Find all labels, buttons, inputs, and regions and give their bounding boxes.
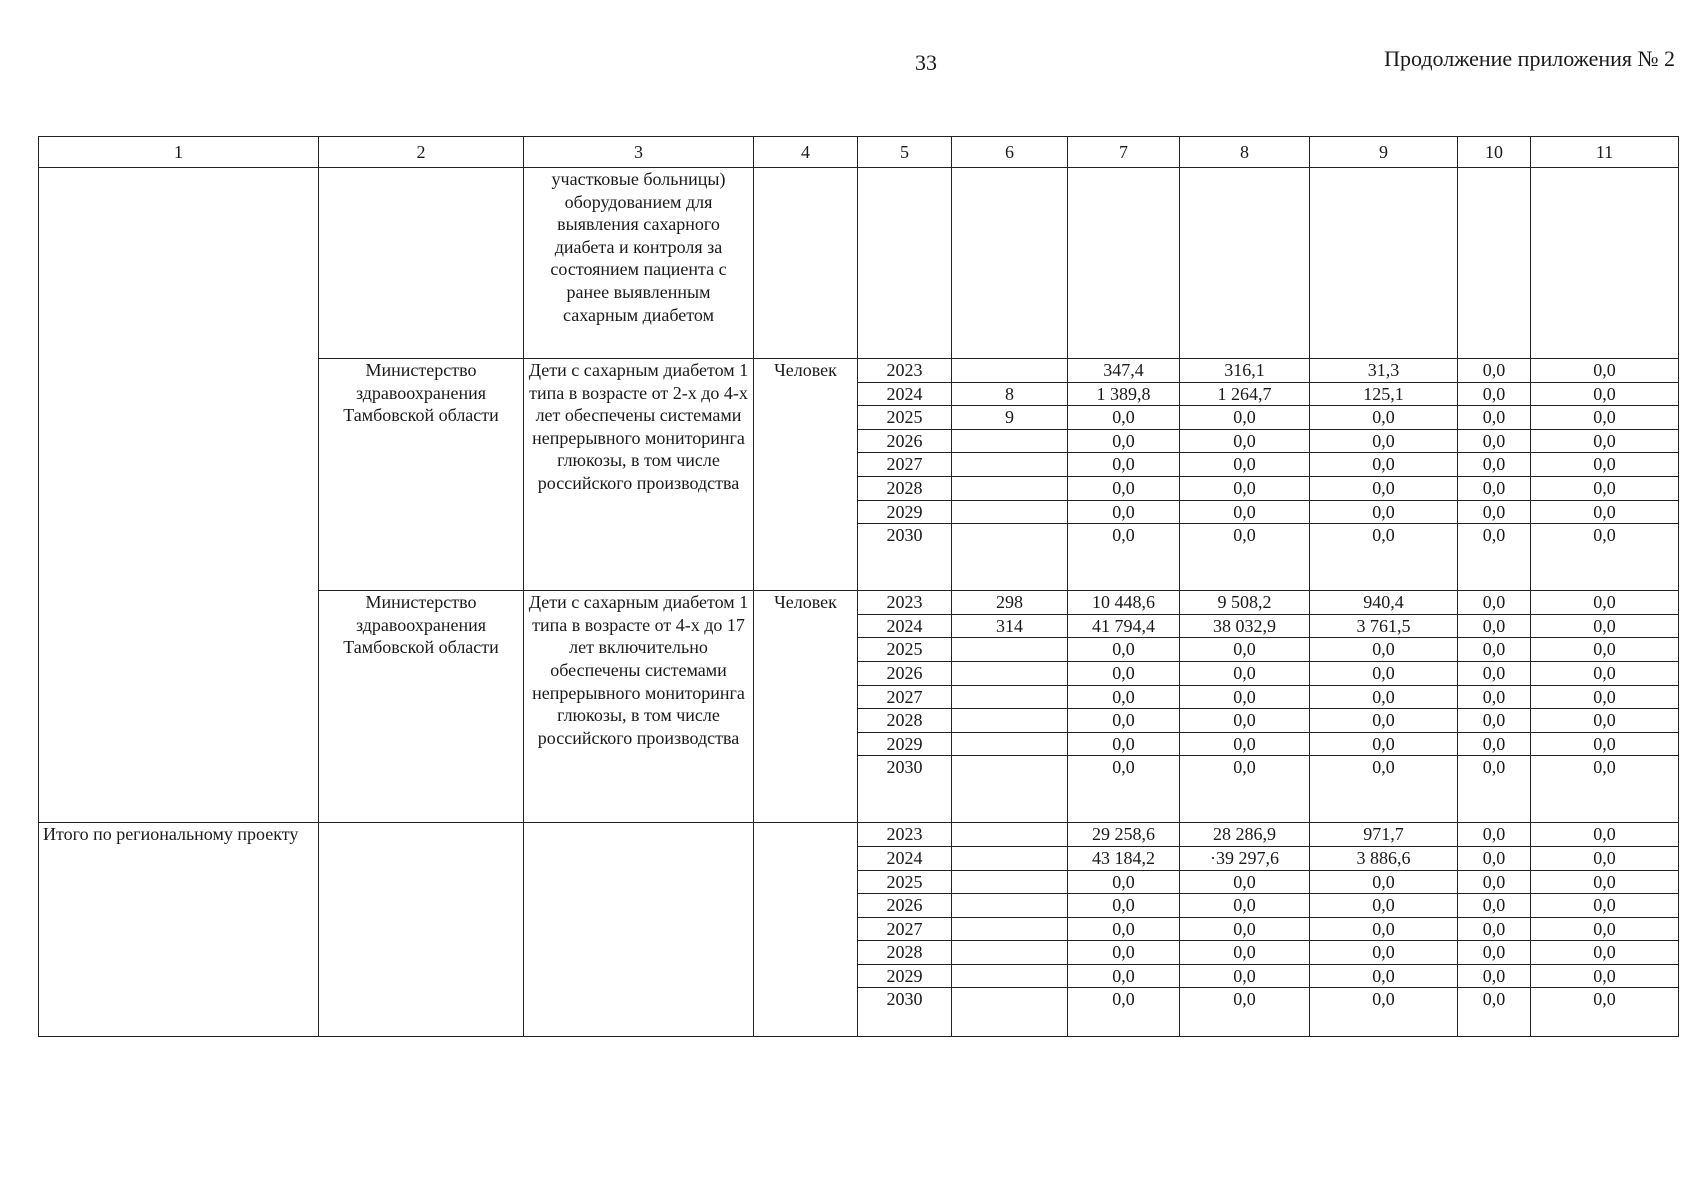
year-cell: 2025 — [858, 870, 952, 894]
value-c11: 0,0 — [1531, 453, 1679, 477]
column-header-3: 3 — [524, 137, 754, 168]
value-c8: 0,0 — [1180, 429, 1310, 453]
value-c8: 0,0 — [1180, 661, 1310, 685]
value-c6 — [952, 732, 1068, 756]
value-c8: 0,0 — [1180, 524, 1310, 591]
value-c6 — [952, 823, 1068, 847]
value-c11: 0,0 — [1531, 709, 1679, 733]
value-c10: 0,0 — [1458, 846, 1531, 870]
appendix-title: Продолжение приложения № 2 — [1384, 46, 1675, 71]
value-c11: 0,0 — [1531, 917, 1679, 941]
value-c10: 0,0 — [1458, 406, 1531, 430]
value-c8: 0,0 — [1180, 917, 1310, 941]
value-c6 — [952, 638, 1068, 662]
value-c11: 0,0 — [1531, 524, 1679, 591]
value-c9: 0,0 — [1310, 732, 1458, 756]
value-c11: 0,0 — [1531, 870, 1679, 894]
value-c7: 1 389,8 — [1068, 382, 1180, 406]
value-c6 — [952, 988, 1068, 1037]
value-c6 — [952, 941, 1068, 965]
value-c9: 0,0 — [1310, 964, 1458, 988]
value-c9: 0,0 — [1310, 453, 1458, 477]
total-label: Итого по региональному проекту — [39, 823, 319, 1037]
value-c8: 0,0 — [1180, 476, 1310, 500]
year-cell: 2025 — [858, 406, 952, 430]
value-c8: 0,0 — [1180, 964, 1310, 988]
value-c9: 0,0 — [1310, 870, 1458, 894]
total-empty-3 — [524, 823, 754, 1037]
empty-cell — [1068, 168, 1180, 359]
year-cell: 2023 — [858, 823, 952, 847]
value-c6 — [952, 756, 1068, 823]
result-description: Дети с сахарным диабетом 1 типа в возрасте от 2-х до 4-х лет обеспечены системами непрерывного мониторинга глюкозы, в том числе российского производства — [524, 359, 754, 591]
year-cell: 2030 — [858, 988, 952, 1037]
value-c7: 0,0 — [1068, 894, 1180, 918]
empty-cell — [1180, 168, 1310, 359]
value-c11: 0,0 — [1531, 732, 1679, 756]
responsible-organization: Министерство здравоохранения Тамбовской области — [319, 359, 524, 591]
value-c11: 0,0 — [1531, 359, 1679, 383]
value-c10: 0,0 — [1458, 453, 1531, 477]
value-c11: 0,0 — [1531, 894, 1679, 918]
value-c8: 0,0 — [1180, 638, 1310, 662]
value-c11: 0,0 — [1531, 591, 1679, 615]
value-c11: 0,0 — [1531, 756, 1679, 823]
value-c7: 0,0 — [1068, 732, 1180, 756]
value-c6 — [952, 846, 1068, 870]
value-c10: 0,0 — [1458, 591, 1531, 615]
value-c7: 10 448,6 — [1068, 591, 1180, 615]
year-cell: 2024 — [858, 614, 952, 638]
value-c8: 0,0 — [1180, 406, 1310, 430]
value-c8: 1 264,7 — [1180, 382, 1310, 406]
value-c10: 0,0 — [1458, 614, 1531, 638]
value-c10: 0,0 — [1458, 685, 1531, 709]
year-cell: 2024 — [858, 382, 952, 406]
value-c11: 0,0 — [1531, 964, 1679, 988]
value-c10: 0,0 — [1458, 941, 1531, 965]
value-c9: 0,0 — [1310, 661, 1458, 685]
year-cell: 2027 — [858, 453, 952, 477]
value-c6 — [952, 359, 1068, 383]
value-c9: 125,1 — [1310, 382, 1458, 406]
value-c8: 0,0 — [1180, 870, 1310, 894]
value-c8: 9 508,2 — [1180, 591, 1310, 615]
value-c9: 0,0 — [1310, 500, 1458, 524]
year-cell: 2023 — [858, 359, 952, 383]
value-c10: 0,0 — [1458, 661, 1531, 685]
value-c9: 0,0 — [1310, 894, 1458, 918]
value-c7: 0,0 — [1068, 453, 1180, 477]
value-c10: 0,0 — [1458, 988, 1531, 1037]
value-c9: 0,0 — [1310, 429, 1458, 453]
value-c7: 0,0 — [1068, 756, 1180, 823]
total-empty-2 — [319, 823, 524, 1037]
value-c8: 0,0 — [1180, 732, 1310, 756]
value-c8: 0,0 — [1180, 500, 1310, 524]
empty-cell — [1531, 168, 1679, 359]
value-c6 — [952, 476, 1068, 500]
table-header — [39, 137, 1679, 168]
value-c9: 0,0 — [1310, 524, 1458, 591]
value-c10: 0,0 — [1458, 870, 1531, 894]
value-c6: 314 — [952, 614, 1068, 638]
year-cell: 2029 — [858, 732, 952, 756]
value-c7: 0,0 — [1068, 709, 1180, 733]
year-cell: 2027 — [858, 685, 952, 709]
value-c9: 940,4 — [1310, 591, 1458, 615]
value-c7: 0,0 — [1068, 638, 1180, 662]
budget-table — [38, 136, 1679, 1037]
column-header-6: 6 — [952, 137, 1068, 168]
column-header-10: 10 — [1458, 137, 1531, 168]
value-c6 — [952, 917, 1068, 941]
value-c6 — [952, 870, 1068, 894]
value-c11: 0,0 — [1531, 614, 1679, 638]
value-c11: 0,0 — [1531, 685, 1679, 709]
value-c11: 0,0 — [1531, 846, 1679, 870]
year-cell: 2024 — [858, 846, 952, 870]
value-c8: 28 286,9 — [1180, 823, 1310, 847]
value-c8: 38 032,9 — [1180, 614, 1310, 638]
value-c9: 0,0 — [1310, 709, 1458, 733]
column-header-8: 8 — [1180, 137, 1310, 168]
column-header-9: 9 — [1310, 137, 1458, 168]
value-c7: 0,0 — [1068, 685, 1180, 709]
value-c11: 0,0 — [1531, 941, 1679, 965]
value-c6 — [952, 500, 1068, 524]
value-c10: 0,0 — [1458, 476, 1531, 500]
year-cell: 2030 — [858, 756, 952, 823]
column-header-2: 2 — [319, 137, 524, 168]
value-c9: 0,0 — [1310, 756, 1458, 823]
value-c10: 0,0 — [1458, 638, 1531, 662]
unit-of-measure: Человек — [754, 359, 858, 591]
year-cell: 2029 — [858, 964, 952, 988]
value-c6 — [952, 453, 1068, 477]
value-c9: 31,3 — [1310, 359, 1458, 383]
unit-of-measure: Человек — [754, 591, 858, 823]
value-c7: 0,0 — [1068, 964, 1180, 988]
value-c10: 0,0 — [1458, 823, 1531, 847]
value-c11: 0,0 — [1531, 638, 1679, 662]
value-c6 — [952, 894, 1068, 918]
column-header-7: 7 — [1068, 137, 1180, 168]
empty-cell — [952, 168, 1068, 359]
value-c7: 0,0 — [1068, 941, 1180, 965]
value-c8: 0,0 — [1180, 988, 1310, 1037]
empty-cell — [858, 168, 952, 359]
year-cell: 2030 — [858, 524, 952, 591]
value-c11: 0,0 — [1531, 382, 1679, 406]
value-c11: 0,0 — [1531, 500, 1679, 524]
value-c6 — [952, 964, 1068, 988]
year-cell: 2028 — [858, 709, 952, 733]
value-c9: 0,0 — [1310, 476, 1458, 500]
empty-cell — [1458, 168, 1531, 359]
value-c10: 0,0 — [1458, 500, 1531, 524]
value-c6 — [952, 524, 1068, 591]
empty-cell — [754, 168, 858, 359]
value-c9: 0,0 — [1310, 941, 1458, 965]
value-c7: 0,0 — [1068, 870, 1180, 894]
value-c7: 0,0 — [1068, 524, 1180, 591]
value-c7: 29 258,6 — [1068, 823, 1180, 847]
page-number: 33 — [915, 50, 937, 75]
value-c11: 0,0 — [1531, 823, 1679, 847]
value-c8: 0,0 — [1180, 685, 1310, 709]
value-c6: 9 — [952, 406, 1068, 430]
value-c7: 0,0 — [1068, 406, 1180, 430]
value-c7: 0,0 — [1068, 988, 1180, 1037]
column-header-11: 11 — [1531, 137, 1679, 168]
value-c8: 0,0 — [1180, 709, 1310, 733]
year-cell: 2026 — [858, 661, 952, 685]
value-c10: 0,0 — [1458, 732, 1531, 756]
value-c11: 0,0 — [1531, 661, 1679, 685]
value-c9: 971,7 — [1310, 823, 1458, 847]
empty-cell — [1310, 168, 1458, 359]
value-c9: 0,0 — [1310, 406, 1458, 430]
value-c10: 0,0 — [1458, 359, 1531, 383]
value-c6: 298 — [952, 591, 1068, 615]
year-cell: 2027 — [858, 917, 952, 941]
column-header-4: 4 — [754, 137, 858, 168]
value-c6 — [952, 661, 1068, 685]
value-c9: 0,0 — [1310, 638, 1458, 662]
value-c8: 0,0 — [1180, 453, 1310, 477]
column-header-1: 1 — [39, 137, 319, 168]
value-c10: 0,0 — [1458, 964, 1531, 988]
table-row — [39, 823, 1679, 847]
value-c11: 0,0 — [1531, 476, 1679, 500]
value-c10: 0,0 — [1458, 756, 1531, 823]
value-c8: 0,0 — [1180, 756, 1310, 823]
value-c11: 0,0 — [1531, 406, 1679, 430]
value-c9: 0,0 — [1310, 685, 1458, 709]
value-c10: 0,0 — [1458, 524, 1531, 591]
value-c6 — [952, 709, 1068, 733]
column-1-empty — [39, 168, 319, 823]
value-c7: 347,4 — [1068, 359, 1180, 383]
year-cell: 2029 — [858, 500, 952, 524]
value-c10: 0,0 — [1458, 894, 1531, 918]
value-c7: 43 184,2 — [1068, 846, 1180, 870]
column-2-empty — [319, 168, 524, 359]
value-c7: 0,0 — [1068, 476, 1180, 500]
value-c10: 0,0 — [1458, 709, 1531, 733]
result-description: Дети с сахарным диабетом 1 типа в возрасте от 4-х до 17 лет включительно обеспечены системами непрерывного мониторинга глюкозы, в том числе российского производства — [524, 591, 754, 823]
column-header-5: 5 — [858, 137, 952, 168]
value-c11: 0,0 — [1531, 988, 1679, 1037]
value-c9: 3 761,5 — [1310, 614, 1458, 638]
value-c10: 0,0 — [1458, 429, 1531, 453]
value-c7: 0,0 — [1068, 661, 1180, 685]
value-c6: 8 — [952, 382, 1068, 406]
total-empty-4 — [754, 823, 858, 1037]
year-cell: 2025 — [858, 638, 952, 662]
year-cell: 2023 — [858, 591, 952, 615]
value-c9: 0,0 — [1310, 917, 1458, 941]
value-c11: 0,0 — [1531, 429, 1679, 453]
year-cell: 2026 — [858, 894, 952, 918]
value-c6 — [952, 429, 1068, 453]
year-cell: 2028 — [858, 476, 952, 500]
value-c9: 3 886,6 — [1310, 846, 1458, 870]
continued-description: участковые больницы) оборудованием для выявления сахарного диабета и контроля за состоянием пациента с ранее выявленным сахарным диабетом — [524, 168, 754, 359]
value-c8: 316,1 — [1180, 359, 1310, 383]
value-c10: 0,0 — [1458, 917, 1531, 941]
value-c7: 0,0 — [1068, 429, 1180, 453]
year-cell: 2028 — [858, 941, 952, 965]
value-c8: 0,0 — [1180, 941, 1310, 965]
value-c9: 0,0 — [1310, 988, 1458, 1037]
value-c10: 0,0 — [1458, 382, 1531, 406]
year-cell: 2026 — [858, 429, 952, 453]
responsible-organization: Министерство здравоохранения Тамбовской области — [319, 591, 524, 823]
value-c7: 0,0 — [1068, 917, 1180, 941]
value-c8: 0,0 — [1180, 894, 1310, 918]
value-c7: 41 794,4 — [1068, 614, 1180, 638]
value-c6 — [952, 685, 1068, 709]
value-c7: 0,0 — [1068, 500, 1180, 524]
table-row — [39, 168, 1679, 359]
value-c8: ·39 297,6 — [1180, 846, 1310, 870]
